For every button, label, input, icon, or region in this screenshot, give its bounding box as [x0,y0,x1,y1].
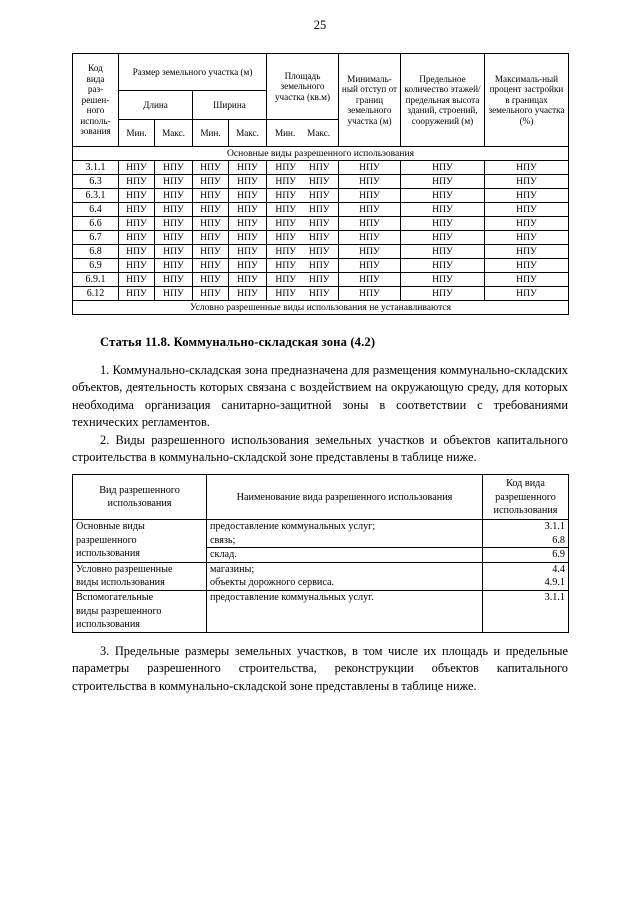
cell-width-max: НПУ [229,203,267,217]
cell-area [267,175,339,189]
cell-width-max: НПУ [229,189,267,203]
cell-coverage: НПУ [485,287,569,301]
cell-length-min: НПУ [119,189,155,203]
vri-header-name: Наименование вида разрешенного использования [207,475,483,520]
cell-width-min: НПУ [193,245,229,259]
vri-item-name: склад. [207,548,483,563]
cell-area [267,287,339,301]
table-row [73,231,569,245]
cell-floors: НПУ [401,245,485,259]
cell-width-max: НПУ [229,245,267,259]
cell-area-min: НПУ [275,190,297,201]
cell-floors: НПУ [401,175,485,189]
cell-width-min: НПУ [193,161,229,175]
row-code: 6.7 [73,231,119,245]
vri-group-kind-line-1: Вспомогательные [76,592,154,604]
cell-setback: НПУ [339,189,401,203]
cell-width-min: НПУ [193,273,229,287]
header-area-minmax [267,120,339,147]
cell-area-max: НПУ [308,190,330,201]
cell-area-min: НПУ [275,274,297,285]
cell-floors: НПУ [401,189,485,203]
row-code: 6.12 [73,287,119,301]
cell-area [267,161,339,175]
cell-length-max: НПУ [155,231,193,245]
cell-width-min: НПУ [193,231,229,245]
band-row-conditional [73,301,569,315]
cell-area-max: НПУ [308,232,330,243]
cell-area-max: НПУ [308,204,330,215]
cell-area [267,217,339,231]
table-row [73,217,569,231]
vri-group-kind-line-2: виды разрешенного [76,605,162,617]
cell-length-min: НПУ [119,259,155,273]
row-code: 6.4 [73,203,119,217]
cell-coverage: НПУ [485,175,569,189]
cell-area-min: НПУ [275,204,297,215]
cell-area-max: НПУ [308,260,330,271]
cell-area-max: НПУ [308,162,330,173]
vri-group-kind-line-2: виды использования [76,577,165,589]
vri-item-name: предоставление коммунальных услуг; [210,521,376,533]
cell-length-min: НПУ [119,245,155,259]
cell-area-max: НПУ [308,288,330,299]
cell-floors: НПУ [401,287,485,301]
table-row [73,161,569,175]
vri-group-kind-line-1: Основные виды [76,521,145,533]
header-width-min: Мин. [193,120,229,147]
vri-group-kind [73,520,207,563]
vri-item-code: 4.9.1 [483,576,569,590]
cell-coverage: НПУ [485,259,569,273]
cell-width-min: НПУ [193,287,229,301]
cell-floors: НПУ [401,231,485,245]
cell-coverage: НПУ [485,231,569,245]
header-floors: Предельное количество этажей/ предельная высота зданий, строений, сооружений (м) [401,54,485,147]
cell-area [267,203,339,217]
vri-group-kind-line-2: разрешенного [76,534,137,546]
row-code: 6.9.1 [73,273,119,287]
cell-area [267,245,339,259]
header-length-min: Мин. [119,120,155,147]
cell-floors: НПУ [401,161,485,175]
cell-area-max: НПУ [308,176,330,187]
vri-item-name: связь; [207,534,483,548]
header-width-max: Макс. [229,120,267,147]
cell-area-min: НПУ [275,246,297,257]
vri-item-name: предоставление коммунальных услуг. [207,591,483,633]
header-code-line-4: решен- [81,94,110,105]
cell-setback: НПУ [339,245,401,259]
cell-setback: НПУ [339,217,401,231]
cell-setback: НПУ [339,203,401,217]
vri-header-kind: Вид разрешенного использования [73,475,207,520]
cell-length-max: НПУ [155,287,193,301]
article-paragraph-1: 1. Коммунально-складская зона предназначена для размещения коммунально-складских объектов, деятельность которых связана с воздействием на окружающую среду, для которых необходима организация санитарно-защитной зоны в соответствии с требованиями технических регламентов. [72,363,568,430]
cell-area-min: НПУ [275,176,297,187]
header-code-cell [73,54,119,147]
cell-length-min: НПУ [119,273,155,287]
vri-item-code: 3.1.1 [483,591,569,633]
cell-width-max: НПУ [229,287,267,301]
cell-area-max: НПУ [308,218,330,229]
header-code-line-2: вида [86,73,105,84]
page-content [72,53,568,695]
cell-width-max: НПУ [229,175,267,189]
cell-floors: НПУ [401,203,485,217]
cell-width-min: НПУ [193,259,229,273]
row-code: 6.8 [73,245,119,259]
cell-coverage: НПУ [485,189,569,203]
row-code: 6.3.1 [73,189,119,203]
vri-group-kind-line-3: использования [76,548,140,560]
table-row [73,245,569,259]
vri-item-code: 6.8 [483,534,569,548]
cell-floors: НПУ [401,217,485,231]
cell-width-min: НПУ [193,175,229,189]
cell-area-min: НПУ [275,288,297,299]
header-coverage: Максималь-ный процент застройки в границах земельного участка (%) [485,54,569,147]
cell-setback: НПУ [339,175,401,189]
page-number: 25 [313,18,327,32]
cell-area-max: НПУ [308,274,330,285]
cell-length-min: НПУ [119,175,155,189]
vri-header-code: Код вида разрешенного использования [483,475,569,520]
header-code-line-5: ного [86,105,105,116]
cell-floors: НПУ [401,259,485,273]
article-paragraph-3: 3. Предельные размеры земельных участков, в том числе их площадь и предельные параметры разрешенного строительства, реконструкции объектов капитального строительства в коммунально-складской зоне представлены в таблице ниже. [72,643,568,693]
limit-header-row-1 [73,54,569,91]
vri-group-kind [73,562,207,590]
row-code: 6.9 [73,259,119,273]
header-area-max: Макс. [307,127,331,138]
cell-width-max: НПУ [229,273,267,287]
cell-area [267,189,339,203]
cell-length-min: НПУ [119,287,155,301]
cell-area [267,259,339,273]
cell-setback: НПУ [339,287,401,301]
limit-parameters-table [72,53,569,315]
table-row [73,259,569,273]
vri-item-name: объекты дорожного сервиса. [207,576,483,590]
cell-coverage: НПУ [485,161,569,175]
cell-width-max: НПУ [229,231,267,245]
vri-header-row [73,475,569,520]
cell-length-max: НПУ [155,189,193,203]
band-row-main [73,147,569,161]
table-row [73,273,569,287]
cell-width-max: НПУ [229,217,267,231]
header-code-line-1: Код [88,62,103,73]
header-code-line-6: исполь- [80,115,111,126]
cell-length-max: НПУ [155,175,193,189]
vri-item-code: 6.9 [483,548,569,563]
vri-group-kind-line-3: использования [76,619,140,631]
row-code: 3.1.1 [73,161,119,175]
table-row [73,520,569,534]
cell-area-max: НПУ [308,246,330,257]
cell-setback: НПУ [339,161,401,175]
vri-group-kind-line-1: Условно разрешенные [76,563,173,575]
table-row [73,287,569,301]
cell-coverage: НПУ [485,273,569,287]
cell-length-max: НПУ [155,245,193,259]
cell-length-max: НПУ [155,273,193,287]
cell-length-max: НПУ [155,259,193,273]
row-code: 6.3 [73,175,119,189]
table-row [73,189,569,203]
article-heading: Статья 11.8. Коммунально-складская зона (4.2) [100,335,376,349]
cell-area [267,273,339,287]
permitted-use-table [72,474,569,632]
vri-item-name: магазины; [207,562,483,576]
header-code-line-3: раз- [87,84,104,95]
band-label-main: Основные виды разрешенного использования [73,147,569,161]
cell-area-min: НПУ [275,218,297,229]
header-length: Длина [119,91,193,120]
cell-length-min: НПУ [119,231,155,245]
header-code-line-7: зования [80,126,111,137]
cell-length-max: НПУ [155,203,193,217]
cell-setback: НПУ [339,273,401,287]
cell-length-max: НПУ [155,217,193,231]
article-paragraph-2: 2. Виды разрешенного использования земельных участков и объектов капитального строительства в коммунально-складской зоне представлены в таблице ниже. [72,432,568,465]
header-setback: Минималь-ный отступ от границ земельного участка (м) [339,54,401,147]
cell-coverage: НПУ [485,203,569,217]
cell-width-min: НПУ [193,203,229,217]
cell-length-min: НПУ [119,217,155,231]
header-plot-size: Размер земельного участка (м) [119,54,267,91]
row-code: 6.6 [73,217,119,231]
cell-setback: НПУ [339,259,401,273]
cell-coverage: НПУ [485,217,569,231]
cell-area-min: НПУ [275,260,297,271]
header-area-min: Мин. [274,127,296,138]
vri-item-code: 3.1.1 [483,520,569,534]
cell-setback: НПУ [339,231,401,245]
cell-width-max: НПУ [229,259,267,273]
vri-group-kind [73,591,207,633]
cell-length-max: НПУ [155,161,193,175]
header-area: Площадь земельного участка (кв.м) [267,54,339,120]
header-length-max: Макс. [155,120,193,147]
cell-coverage: НПУ [485,245,569,259]
cell-width-max: НПУ [229,161,267,175]
table-row [73,203,569,217]
cell-length-min: НПУ [119,203,155,217]
header-width: Ширина [193,91,267,120]
band-label-conditional: Условно разрешенные виды использования не устанавливаются [73,301,569,315]
table-row [73,591,569,633]
cell-length-min: НПУ [119,161,155,175]
cell-floors: НПУ [401,273,485,287]
cell-area-min: НПУ [275,232,297,243]
table-row [73,562,569,576]
cell-area [267,231,339,245]
vri-item-code: 4.4 [483,562,569,576]
table-row [73,175,569,189]
cell-width-min: НПУ [193,217,229,231]
cell-area-min: НПУ [275,162,297,173]
cell-width-min: НПУ [193,189,229,203]
